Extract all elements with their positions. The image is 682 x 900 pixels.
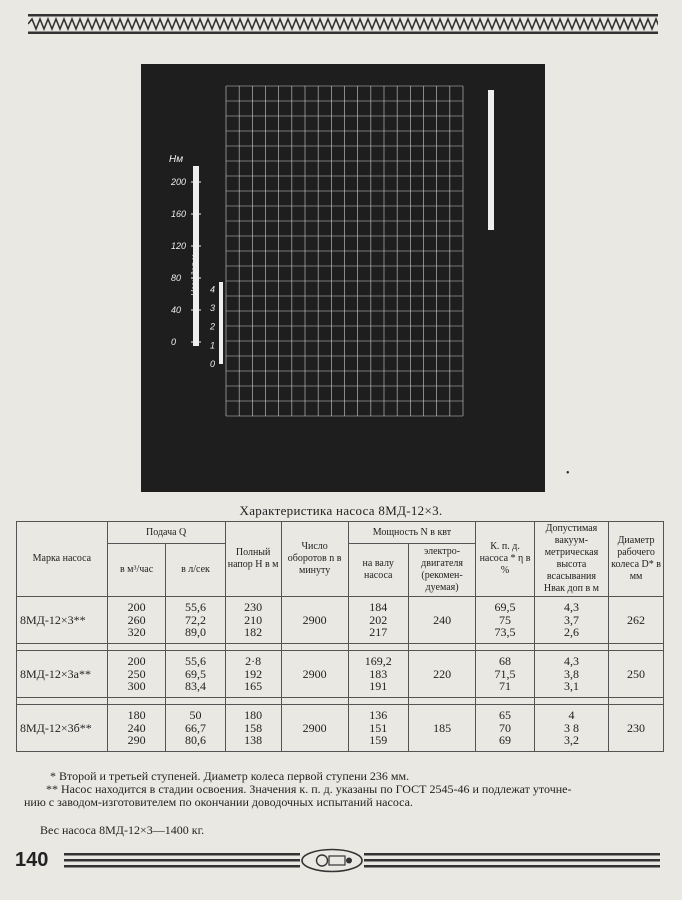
h-axis-tick-label: 120 (171, 241, 187, 251)
h-axis-tick-label: 0 (171, 337, 177, 347)
chart-svg (141, 64, 545, 492)
footnote-2-line-1: ** Насос находится в стадии освоения. Значения к. п. д. указаны по ГОСТ 2545-46 и подлежат уточне- (46, 782, 572, 796)
cell-q-m3: 180 240 290 (107, 705, 166, 752)
footnote-1: * Второй и третьей ступеней. Диаметр колеса первой ступени 236 мм. (50, 769, 410, 783)
h-axis-tick-label: 200 (171, 177, 187, 187)
header-power: Мощность N в квт (348, 522, 476, 544)
hvak-axis-label: Hвак доп м (190, 254, 199, 296)
stray-mark: • (566, 468, 570, 479)
cell-q-ls: 55,6 72,2 89,0 (166, 597, 225, 644)
cell-n-motor: 185 (408, 705, 475, 752)
cell-n-shaft: 136 151 159 (348, 705, 408, 752)
chart-grid (226, 86, 463, 416)
hvak-axis-bar (219, 282, 223, 364)
chart-labels (169, 154, 215, 369)
cell-h: 230 210 182 (225, 597, 281, 644)
header-eff: К. п. д. насоса * η в % (476, 522, 535, 597)
page-number: 140 (15, 849, 49, 871)
cell-q-m3: 200 250 300 (107, 651, 166, 698)
header-flow-m3: в м³/час (107, 544, 166, 597)
row-mark: 8МД-12×3а** (17, 651, 108, 698)
cell-eff: 65 70 69 (476, 705, 535, 752)
cell-q-ls: 55,6 69,5 83,4 (166, 651, 225, 698)
hvak-axis-tick-label: 0 (210, 359, 216, 369)
cell-d: 262 (609, 597, 664, 644)
cell-n-motor: 240 (408, 597, 475, 644)
header-power-motor: электро-двигателя (рекомен-дуемая) (408, 544, 475, 597)
cell-eff: 68 71,5 71 (476, 651, 535, 698)
header-diam: Диаметр рабочего колеса D* в мм (609, 522, 664, 597)
table-row (17, 705, 664, 752)
cell-d: 250 (609, 651, 664, 698)
header-flow: Подача Q (107, 522, 225, 544)
header-head: Полный напор H в м (225, 522, 281, 597)
table-row (17, 651, 664, 698)
pump-characteristic-chart (141, 64, 545, 492)
h-axis-tick-label: 40 (171, 305, 182, 315)
cell-h: 2·8 192 165 (225, 651, 281, 698)
top-border-ornament (28, 14, 658, 34)
row-mark: 8МД-12×3б** (17, 705, 108, 752)
cell-q-ls: 50 66,7 80,6 (166, 705, 225, 752)
h-axis-unit: Нм (169, 154, 184, 165)
cell-h: 180 158 138 (225, 705, 281, 752)
cell-vac: 4,3 3,8 3,1 (534, 651, 608, 698)
cell-n: 2900 (281, 651, 348, 698)
h-axis-tick-label: 80 (171, 273, 182, 283)
cell-q-m3: 200 260 320 (107, 597, 166, 644)
cell-d: 230 (609, 705, 664, 752)
hvak-axis-tick-label: 3 (210, 303, 216, 314)
hvak-axis-tick-label: 2 (210, 321, 216, 332)
cell-vac: 4 3 8 3,2 (534, 705, 608, 752)
cell-eff: 69,5 75 73,5 (476, 597, 535, 644)
header-flow-ls: в л/сек (166, 544, 225, 597)
table-row (17, 597, 664, 644)
footnotes (24, 770, 660, 809)
bottom-border-ornament (64, 848, 660, 874)
pump-weight: Вес насоса 8МД-12×3—1400 кг. (40, 823, 205, 837)
footnote-2-line-2: нию с заводом-изготовителем по окончании доводочных испытаний насоса. (24, 795, 413, 809)
header-power-shaft: на валу насоса (348, 544, 408, 597)
header-vac: Допустимая вакуум-метрическая высота всасывания Hвак доп в м (534, 522, 608, 597)
hvak-axis-tick-label: 1 (210, 340, 216, 351)
cell-n-shaft: 169,2 183 191 (348, 651, 408, 698)
eta-axis-bar (488, 90, 494, 230)
cell-n: 2900 (281, 705, 348, 752)
cell-n-motor: 220 (408, 651, 475, 698)
pump-emblem-icon (302, 850, 362, 872)
cell-n-shaft: 184 202 217 (348, 597, 408, 644)
chart-caption: Характеристика насоса 8МД-12×3. (239, 503, 443, 518)
hvak-axis-tick-label: 4 (210, 284, 216, 295)
header-mark: Марка насоса (17, 522, 108, 597)
cell-n: 2900 (281, 597, 348, 644)
cell-vac: 4,3 3,7 2,6 (534, 597, 608, 644)
row-mark: 8МД-12×3** (17, 597, 108, 644)
h-axis-tick-label: 160 (171, 209, 187, 219)
pump-spec-table (16, 521, 664, 752)
header-rpm: Число оборотов n в минуту (281, 522, 348, 597)
